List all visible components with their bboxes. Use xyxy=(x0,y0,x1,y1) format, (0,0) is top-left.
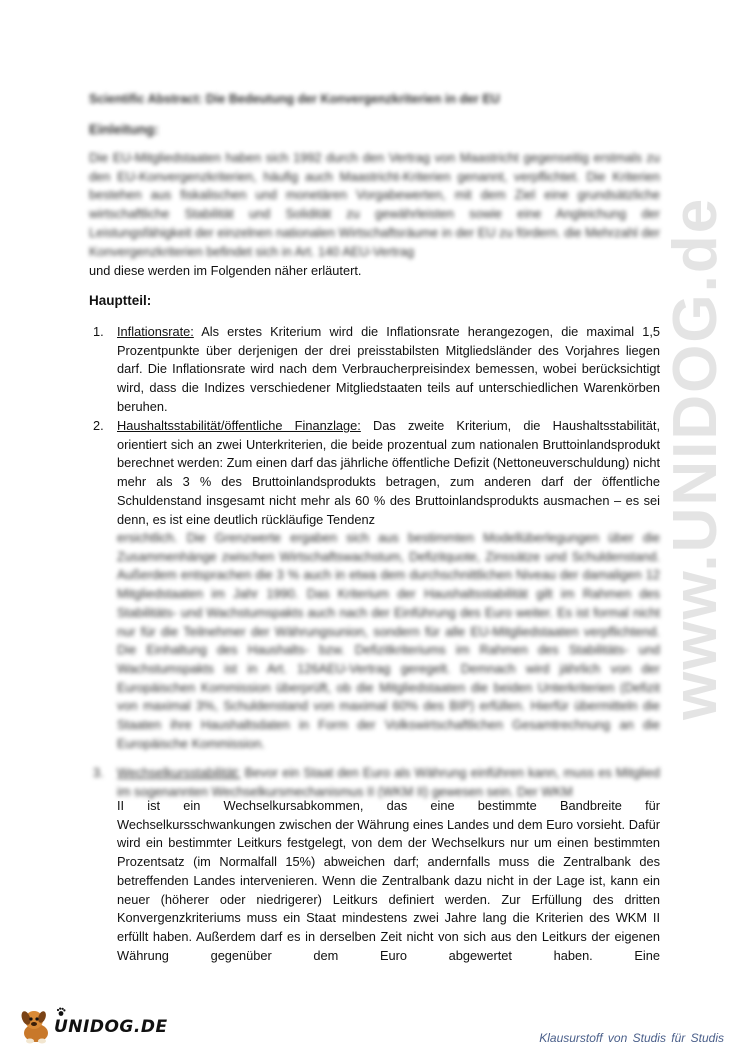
criterion-body xyxy=(117,417,660,529)
footer-slogan: Klausurstoff von Studis für Studis xyxy=(539,1031,724,1045)
criterion-text-visible: II ist ein Wechselkursabkommen, das eine bestimmte Bandbreite für Wechselkursschwankungen zwischen der Währung eines Landes und dem Euro vorsieht. Dafür wird ein bestimmter Leitkurs festgelegt, von dem der Wechselkurs nur um einen bestimmten Prozentsatz (im Normalfall 15%) abweichen darf; andernfalls muss die Zentralbank des betreffenden Landes intervenieren. Wenn die Zentralbank dazu nicht in der Lage ist, kann ein neuer (höherer oder niedrigerer) Leitkurs definiert werden. Zur Erfüllung des dritten Konvergenzkriteriums muss ein Staat mindestens zwei Jahre lang die Kriterien des WKM II erfüllt haben. Außerdem darf es in derselben Zeit nicht von sich aus den Leitkurs der eigenen Währung gegenüber dem Euro abgewertet haben. Eine xyxy=(117,798,660,963)
logo-text: UNIDOG.DE xyxy=(54,1017,168,1037)
criterion-body xyxy=(117,323,660,417)
criterion-text: Als erstes Kriterium wird die Inflationsrate herangezogen, die maximal 1,5 Prozentpunkte über derjenigen der drei preisstabilsten Mitgliedsländer des Vorjahres liegen darf. Die Inflationsrate wird nach dem Verbraucherpreisindex bemessen, wobei berücksichtigt wird, dass die Indizes verschiedener Mitgliedstaaten teils auf unterschiedlichen Warenkörben beruhen. xyxy=(117,324,660,414)
criterion-item-inflation xyxy=(93,323,660,417)
criterion-heading: Haushaltsstabilität/öffentliche Finanzlage: xyxy=(117,418,361,433)
list-number: 3. xyxy=(93,765,104,780)
intro-paragraph-visible: und diese werden im Folgenden näher erläutert. xyxy=(89,263,362,278)
unidog-logo[interactable] xyxy=(18,1005,178,1045)
criterion-heading: Wechselkursstabilität: xyxy=(117,765,241,780)
intro-heading: Einleitung: xyxy=(89,122,159,137)
dog-mascot-icon xyxy=(18,1005,54,1045)
main-heading: Hauptteil: xyxy=(89,293,152,308)
criterion-heading: Inflationsrate: xyxy=(117,324,194,339)
paw-icon xyxy=(56,1007,66,1017)
list-number: 1. xyxy=(93,324,104,339)
criterion-body-blurred xyxy=(117,764,660,801)
document-title: Scientific Abstract: Die Bedeutung der Konvergenzkriterien in der EU xyxy=(89,92,500,106)
criterion-item-budget xyxy=(93,417,660,529)
list-number: 2. xyxy=(93,418,104,433)
criterion-text: Bevor ein Staat den Euro als Währung einführen kann, muss es Mitglied im sogenannten Wechselkursmechanismus II (WKM II) gewesen sein. Der WKM xyxy=(117,765,660,799)
criterion-text-blurred: ersichtlich. Die Grenzwerte ergaben sich aus bestimmten Modellüberlegungen über die Zusammenhänge zwischen Wirtschaftswachstum, Defizitquote, Zinssätze und Schuldenstand. Außerdem entsprachen die 3 % auch in etwa dem durchschnittlichen Niveau der damaligen 12 Mitgliedstaaten im Jahr 1990. Das Kriterium der Haushaltsstabilität gilt im Rahmen des Stabilitäts- und Wachstumspakts auch nach der Einführung des Euro weiter. Es ist formal nicht nur für die Teilnehmer der Währungsunion, sondern für alle EU-Mitgliedstaaten verpflichtend. Die Einhaltung des Haushalts- bzw. Defizitkriteriums im Rahmen des Stabilitäts- und Wachstumspakts ist in Art. 126AEU-Vertrag geregelt. Demnach wird jährlich von der Europäischen Kommission überprüft, ob die Mitgliedstaaten die beiden Unterkriterien (Defizit von maximal 3%, Schuldenstand von maximal 60% des BIP) erfüllen. Hierfür übermitteln die Staaten ihre Haushaltsdaten in Form der Volkswirtschaftlichen Gesamtrechnung an die Europäische Kommission. xyxy=(117,530,660,751)
criterion-item-exchange-rate xyxy=(93,764,660,801)
criterion-text: Das zweite Kriterium, die Haushaltsstabilität, orientiert sich an zwei Unterkriterien, die beide prozentual zum nationalen Bruttoinlandsprodukt berechnet werden: Zum einen darf das jährliche öffentliche Defizit (Nettoneuverschuldung) nicht mehr als 3 % des Bruttoinlandsprodukts betragen, zum anderen darf der öffentliche Schuldenstand insgesamt nicht mehr als 60 % des Bruttoinlandsprodukts ausmachen – es sei denn, es ist eine deutlich rückläufige Tendenz xyxy=(117,418,660,527)
intro-paragraph-blurred: Die EU-Mitgliedstaaten haben sich 1992 durch den Vertrag von Maastricht gegenseitig erstmals zu den EU-Konvergenzkriterien, häufig auch Maastricht-Kriterien genannt, verpflichtet. Die Kriterien bestehen aus fiskalischen und monetären Vorgabewerten, mit dem Ziel eine grundsätzliche wirtschaftliche Stabilität und Solidität zu gewährleisten sowie eine Angleichung der Leistungsfähigkeit der einzelnen nationalen Wirtschaftsräume in der EU zu fördern. die Mehrzahl der Konvergenzkriterien befindet sich in Art. 140 AEU-Vertrag xyxy=(89,150,660,259)
watermark: www.UNIDOG.de xyxy=(661,196,730,720)
